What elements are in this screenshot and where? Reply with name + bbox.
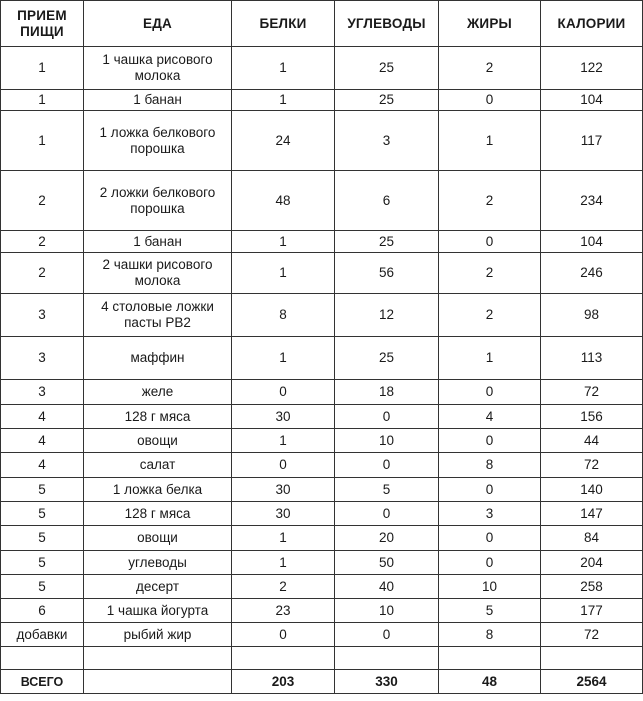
total-label: ВСЕГО [1, 670, 84, 694]
cell-meal: 6 [1, 599, 84, 623]
cell-fat: 10 [439, 575, 541, 599]
cell-meal: 3 [1, 380, 84, 405]
cell-meal: 1 [1, 111, 84, 171]
cell-meal: 5 [1, 502, 84, 526]
cell-fat: 5 [439, 599, 541, 623]
cell-protein: 24 [232, 111, 335, 171]
cell-carbs: 50 [335, 551, 439, 575]
header-protein: БЕЛКИ [232, 1, 335, 47]
total-protein: 203 [232, 670, 335, 694]
cell-calories: 234 [541, 171, 643, 231]
total-calories: 2564 [541, 670, 643, 694]
cell-meal: 2 [1, 253, 84, 294]
cell-fat: 2 [439, 171, 541, 231]
cell-food: салат [84, 453, 232, 478]
cell-calories: 84 [541, 526, 643, 551]
cell-protein: 1 [232, 526, 335, 551]
cell-food: 1 ложка белкового порошка [84, 111, 232, 171]
cell-meal: 3 [1, 337, 84, 380]
cell-calories: 177 [541, 599, 643, 623]
cell-carbs: 25 [335, 90, 439, 111]
cell-carbs: 12 [335, 294, 439, 337]
cell-carbs: 25 [335, 47, 439, 90]
table-row [1, 253, 643, 294]
table-body [1, 47, 643, 694]
cell-fat: 0 [439, 231, 541, 253]
cell-food: 1 банан [84, 90, 232, 111]
table-row [1, 337, 643, 380]
cell-carbs: 25 [335, 231, 439, 253]
header-row [1, 1, 643, 47]
cell-calories: 104 [541, 90, 643, 111]
cell-carbs: 18 [335, 380, 439, 405]
total-carbs: 330 [335, 670, 439, 694]
cell-carbs: 0 [335, 453, 439, 478]
cell-meal: 1 [1, 90, 84, 111]
cell-calories: 44 [541, 429, 643, 453]
cell-calories: 147 [541, 502, 643, 526]
blank-cell [541, 647, 643, 670]
cell-food: 1 ложка белка [84, 478, 232, 502]
cell-meal: 2 [1, 171, 84, 231]
cell-meal: 5 [1, 526, 84, 551]
blank-cell [335, 647, 439, 670]
cell-fat: 4 [439, 405, 541, 429]
cell-carbs: 20 [335, 526, 439, 551]
blank-cell [1, 647, 84, 670]
blank-cell [439, 647, 541, 670]
cell-protein: 1 [232, 90, 335, 111]
cell-carbs: 40 [335, 575, 439, 599]
cell-meal: 4 [1, 453, 84, 478]
cell-meal: 5 [1, 575, 84, 599]
cell-meal: 1 [1, 47, 84, 90]
table-row [1, 405, 643, 429]
cell-food: 2 чашки рисового молока [84, 253, 232, 294]
cell-food: овощи [84, 526, 232, 551]
cell-calories: 72 [541, 453, 643, 478]
table-row [1, 599, 643, 623]
cell-fat: 1 [439, 111, 541, 171]
table-row [1, 502, 643, 526]
cell-protein: 0 [232, 380, 335, 405]
cell-meal: 2 [1, 231, 84, 253]
cell-protein: 30 [232, 502, 335, 526]
cell-meal: 5 [1, 478, 84, 502]
total-row [1, 670, 643, 694]
cell-protein: 30 [232, 478, 335, 502]
cell-fat: 0 [439, 551, 541, 575]
table-row [1, 429, 643, 453]
cell-protein: 23 [232, 599, 335, 623]
cell-carbs: 5 [335, 478, 439, 502]
cell-food: желе [84, 380, 232, 405]
cell-calories: 117 [541, 111, 643, 171]
table-row [1, 47, 643, 90]
cell-carbs: 10 [335, 429, 439, 453]
table-row [1, 526, 643, 551]
total-fat: 48 [439, 670, 541, 694]
cell-fat: 0 [439, 478, 541, 502]
cell-carbs: 0 [335, 623, 439, 647]
cell-protein: 0 [232, 453, 335, 478]
header-fat: ЖИРЫ [439, 1, 541, 47]
cell-carbs: 0 [335, 502, 439, 526]
cell-protein: 1 [232, 551, 335, 575]
cell-protein: 1 [232, 47, 335, 90]
cell-meal: 5 [1, 551, 84, 575]
cell-meal: 4 [1, 429, 84, 453]
header-meal: ПРИЕМ ПИЩИ [1, 1, 84, 47]
cell-food: 128 г мяса [84, 502, 232, 526]
cell-carbs: 3 [335, 111, 439, 171]
cell-fat: 0 [439, 526, 541, 551]
cell-calories: 204 [541, 551, 643, 575]
cell-fat: 2 [439, 47, 541, 90]
cell-food: маффин [84, 337, 232, 380]
cell-carbs: 6 [335, 171, 439, 231]
cell-food: десерт [84, 575, 232, 599]
table-row [1, 111, 643, 171]
cell-calories: 72 [541, 380, 643, 405]
cell-calories: 156 [541, 405, 643, 429]
cell-food: 128 г мяса [84, 405, 232, 429]
cell-calories: 140 [541, 478, 643, 502]
cell-fat: 2 [439, 253, 541, 294]
table-row [1, 623, 643, 647]
cell-meal: 4 [1, 405, 84, 429]
cell-protein: 48 [232, 171, 335, 231]
header-food: ЕДА [84, 1, 232, 47]
cell-carbs: 56 [335, 253, 439, 294]
blank-cell [232, 647, 335, 670]
cell-food: рыбий жир [84, 623, 232, 647]
cell-protein: 30 [232, 405, 335, 429]
cell-fat: 8 [439, 453, 541, 478]
table-row [1, 294, 643, 337]
cell-fat: 3 [439, 502, 541, 526]
cell-protein: 1 [232, 231, 335, 253]
cell-food: углеводы [84, 551, 232, 575]
table-row [1, 231, 643, 253]
table-row [1, 90, 643, 111]
cell-carbs: 25 [335, 337, 439, 380]
cell-fat: 8 [439, 623, 541, 647]
cell-fat: 2 [439, 294, 541, 337]
table-row [1, 551, 643, 575]
cell-fat: 0 [439, 90, 541, 111]
cell-meal: добавки [1, 623, 84, 647]
cell-food: 4 столовые ложки пасты PB2 [84, 294, 232, 337]
cell-fat: 0 [439, 380, 541, 405]
cell-protein: 0 [232, 623, 335, 647]
cell-food: 2 ложки белкового порошка [84, 171, 232, 231]
table-row [1, 575, 643, 599]
cell-protein: 1 [232, 429, 335, 453]
blank-cell [84, 647, 232, 670]
table-row [1, 380, 643, 405]
header-carbs: УГЛЕВОДЫ [335, 1, 439, 47]
cell-fat: 1 [439, 337, 541, 380]
cell-protein: 1 [232, 337, 335, 380]
header-calories: КАЛОРИИ [541, 1, 643, 47]
cell-calories: 113 [541, 337, 643, 380]
cell-fat: 0 [439, 429, 541, 453]
table-row [1, 478, 643, 502]
cell-protein: 8 [232, 294, 335, 337]
table-row [1, 453, 643, 478]
total-food [84, 670, 232, 694]
cell-calories: 72 [541, 623, 643, 647]
cell-calories: 104 [541, 231, 643, 253]
cell-calories: 246 [541, 253, 643, 294]
cell-food: 1 банан [84, 231, 232, 253]
cell-protein: 1 [232, 253, 335, 294]
cell-food: 1 чашка йогурта [84, 599, 232, 623]
cell-carbs: 10 [335, 599, 439, 623]
table-row [1, 171, 643, 231]
cell-calories: 258 [541, 575, 643, 599]
cell-protein: 2 [232, 575, 335, 599]
cell-carbs: 0 [335, 405, 439, 429]
blank-row [1, 647, 643, 670]
cell-food: овощи [84, 429, 232, 453]
cell-food: 1 чашка рисового молока [84, 47, 232, 90]
cell-calories: 98 [541, 294, 643, 337]
cell-meal: 3 [1, 294, 84, 337]
cell-calories: 122 [541, 47, 643, 90]
